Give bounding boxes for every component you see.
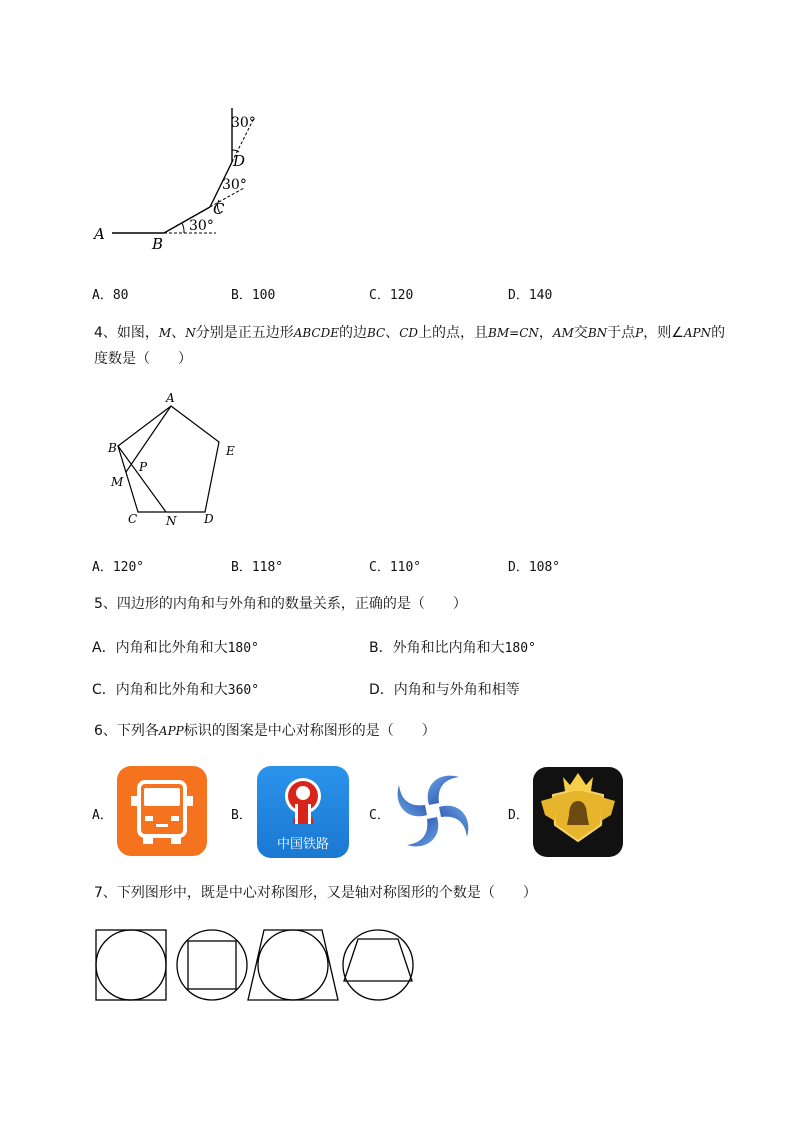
q5-option-b[interactable]: B．外角和比内角和大180° xyxy=(369,640,536,656)
angle-label-1: 30° xyxy=(189,218,214,234)
label-c: C xyxy=(213,200,225,218)
q4-question-line2: 度数是（ ） xyxy=(94,351,192,367)
pent-label-a: A xyxy=(166,392,175,405)
railway-text: 中国铁路 xyxy=(276,837,329,852)
q6-question: 6、下列各APP标识的图案是中心对称图形的是（ ） xyxy=(94,723,436,739)
pent-label-e: E xyxy=(226,444,235,458)
q6-option-b-label[interactable]: B． xyxy=(231,808,252,823)
q3-option-c[interactable]: C．120 xyxy=(369,288,414,303)
q3-option-b[interactable]: B．100 xyxy=(231,288,276,303)
crown-badge-icon[interactable] xyxy=(533,767,623,857)
label-d: D xyxy=(233,152,246,170)
swirl-icon[interactable] xyxy=(392,770,474,852)
q3-option-d[interactable]: D．140 xyxy=(508,288,553,303)
truck-app-icon[interactable] xyxy=(117,766,207,856)
q4-question-line1: 4、如图，M、N分别是正五边形ABCDE的边BC、CD上的点，且BM=CN，AM交BN于点P，则∠APN的 xyxy=(94,325,726,341)
q5-option-c[interactable]: C．内角和比外角和大360° xyxy=(92,682,260,698)
q6-option-d-label[interactable]: D． xyxy=(508,808,529,823)
q4-option-a[interactable]: A．120° xyxy=(92,560,145,575)
q7-question: 7、下列图形中，既是中心对称图形，又是轴对称图形的个数是（ ） xyxy=(94,885,537,901)
q4-option-d[interactable]: D．108° xyxy=(508,560,561,575)
q7-shapes-figure xyxy=(94,926,418,1004)
railway-app-icon[interactable] xyxy=(257,766,349,858)
q4-option-b[interactable]: B．118° xyxy=(231,560,284,575)
pent-label-n: N xyxy=(166,514,177,528)
q4-option-c[interactable]: C．110° xyxy=(369,560,422,575)
pent-label-b: B xyxy=(108,441,117,455)
circle-with-trapezoid xyxy=(343,930,413,1000)
angle-label-2: 30° xyxy=(222,177,247,193)
circle-with-square xyxy=(177,930,247,1000)
pentagon-figure xyxy=(100,392,250,532)
angle-label-3: 30° xyxy=(231,115,256,131)
square-with-circle xyxy=(96,930,166,1000)
label-a: A xyxy=(94,225,105,243)
trapezoid-with-circle xyxy=(248,930,338,1000)
pent-label-m: M xyxy=(111,475,124,489)
angle-path-figure xyxy=(88,100,268,260)
q6-option-a-label[interactable]: A． xyxy=(92,808,113,823)
q5-option-d[interactable]: D．内角和与外角和相等 xyxy=(369,682,520,698)
pent-label-c: C xyxy=(128,512,138,526)
q3-option-a[interactable]: A．80 xyxy=(92,288,129,303)
q5-question: 5、四边形的内角和与外角和的数量关系，正确的是（ ） xyxy=(94,596,467,612)
q6-option-c-label[interactable]: C． xyxy=(369,808,390,823)
pent-label-d: D xyxy=(204,512,214,526)
pent-label-p: P xyxy=(139,460,148,474)
q5-option-a[interactable]: A．内角和比外角和大180° xyxy=(92,640,259,656)
label-b: B xyxy=(152,235,164,253)
